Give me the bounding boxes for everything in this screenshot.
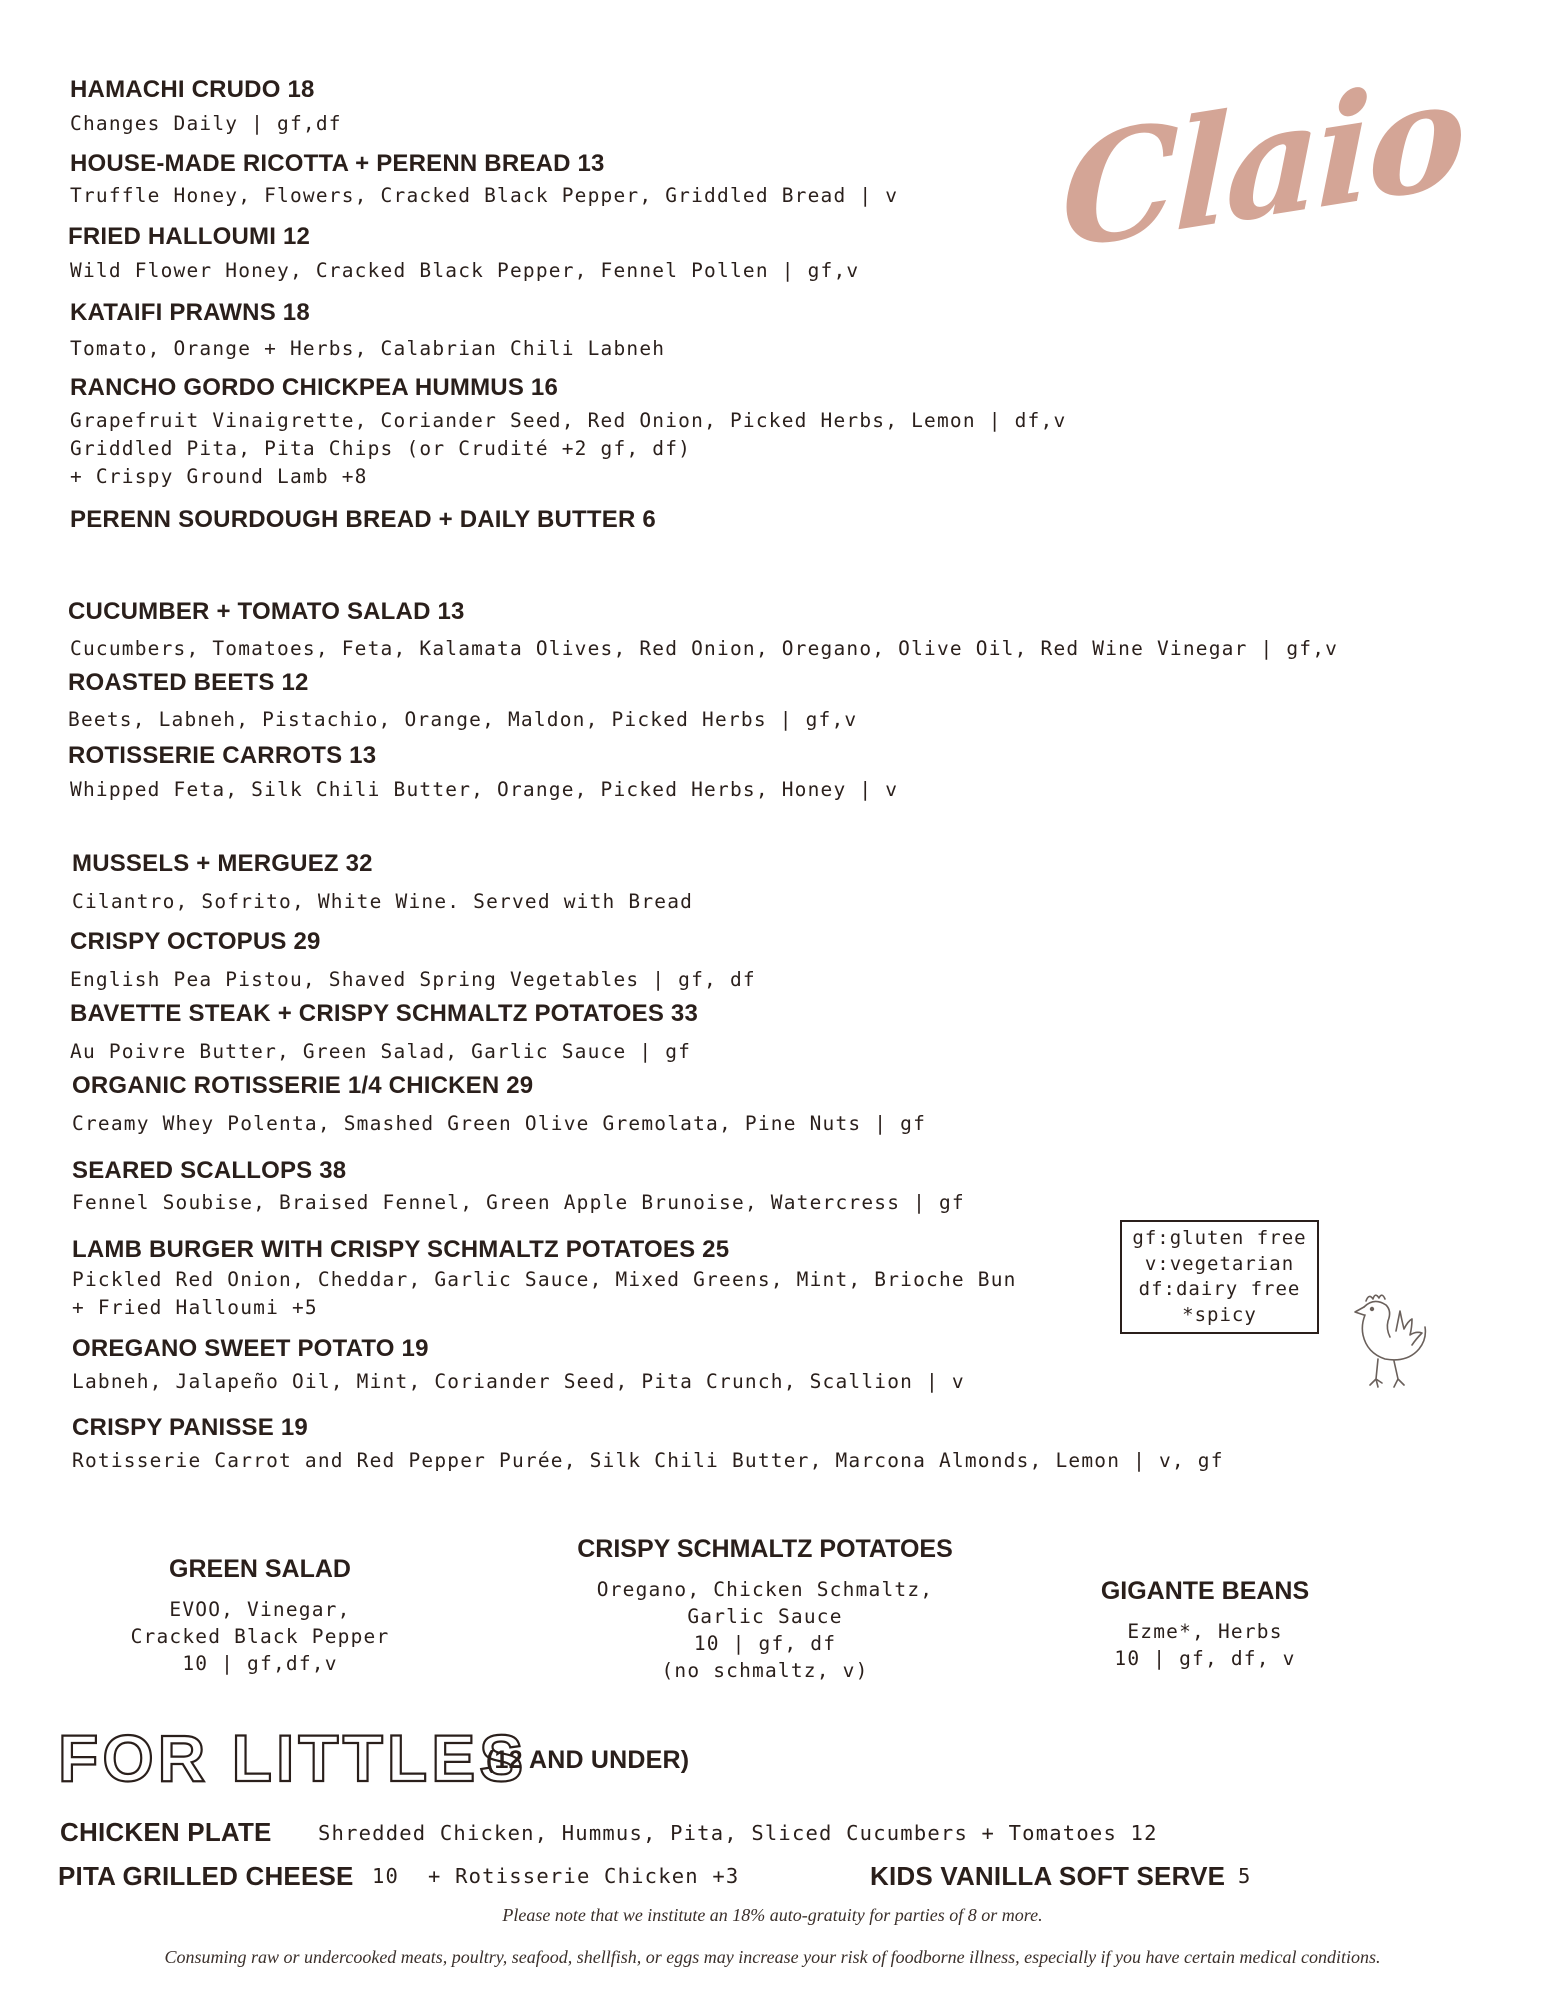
item-desc: Changes Daily | gf,df — [70, 112, 342, 135]
item-title: FRIED HALLOUMI 12 — [68, 223, 311, 250]
kids-item-title: PITA GRILLED CHEESE — [58, 1861, 354, 1891]
side-desc: Garlic Sauce — [687, 1605, 843, 1628]
side-title: GREEN SALAD — [169, 1555, 351, 1583]
item-title: ORGANIC ROTISSERIE 1/4 CHICKEN 29 — [72, 1072, 534, 1099]
side-title: CRISPY SCHMALTZ POTATOES — [577, 1535, 953, 1563]
gratuity-note: Please note that we institute an 18% auto-gratuity for parties of 8 or more. — [502, 1905, 1043, 1925]
item-title: RANCHO GORDO CHICKPEA HUMMUS 16 — [70, 374, 559, 401]
legend-entry: gf:gluten free — [1132, 1227, 1307, 1249]
side-desc: 10 | gf,df,v — [182, 1652, 338, 1675]
side-schmaltz-potatoes — [555, 1535, 975, 1684]
item-desc: + Fried Halloumi +5 — [72, 1296, 318, 1319]
side-desc: Cracked Black Pepper — [130, 1625, 390, 1648]
item-title: MUSSELS + MERGUEZ 32 — [72, 850, 373, 877]
side-desc: (no schmaltz, v) — [661, 1659, 869, 1682]
side-desc: 10 | gf, df, v — [1114, 1647, 1296, 1670]
item-desc: Truffle Honey, Flowers, Cracked Black Pepper, Griddled Bread | v — [70, 184, 899, 207]
legend-entry: df:dairy free — [1138, 1278, 1301, 1300]
restaurant-logo: Claio — [1060, 43, 1464, 284]
item-desc: Rotisserie Carrot and Red Pepper Purée, Silk Chili Butter, Marcona Almonds, Lemon | v, gf — [72, 1449, 1224, 1472]
item-title: CRISPY OCTOPUS 29 — [70, 928, 321, 955]
kids-item-title: CHICKEN PLATE — [60, 1817, 272, 1847]
item-desc: Whipped Feta, Silk Chili Butter, Orange, Picked Herbs, Honey | v — [70, 778, 899, 801]
item-desc: Beets, Labneh, Pistachio, Orange, Maldon, Picked Herbs | gf,v — [68, 708, 858, 731]
item-title: PERENN SOURDOUGH BREAD + DAILY BUTTER 6 — [70, 506, 656, 533]
item-desc: Grapefruit Vinaigrette, Coriander Seed, Red Onion, Picked Herbs, Lemon | df,v — [70, 409, 1067, 432]
kids-item-title: KIDS VANILLA SOFT SERVE — [870, 1861, 1226, 1891]
item-desc: Creamy Whey Polenta, Smashed Green Olive Gremolata, Pine Nuts | gf — [72, 1112, 927, 1135]
item-desc: Pickled Red Onion, Cheddar, Garlic Sauce, Mixed Greens, Mint, Brioche Bun — [72, 1268, 1017, 1291]
item-desc: Tomato, Orange + Herbs, Calabrian Chili Labneh — [70, 337, 666, 360]
kids-item-addon: + Rotisserie Chicken +3 — [428, 1864, 740, 1888]
kids-item-price: 10 — [372, 1864, 400, 1888]
item-desc: Au Poivre Butter, Green Salad, Garlic Sauce | gf — [70, 1040, 692, 1063]
item-title: HAMACHI CRUDO 18 — [70, 76, 315, 103]
littles-subheading: (12 AND UNDER) — [486, 1746, 690, 1774]
side-desc: 10 | gf, df — [693, 1632, 837, 1655]
item-desc: Fennel Soubise, Braised Fennel, Green Apple Brunoise, Watercress | gf — [72, 1191, 965, 1214]
foodborne-warning: Consuming raw or undercooked meats, poultry, seafood, shellfish, or eggs may increase your risk of foodborne illness, especially if you have certain medical conditions. — [164, 1947, 1381, 1967]
item-desc: Wild Flower Honey, Cracked Black Pepper, Fennel Pollen | gf,v — [70, 259, 860, 282]
item-title: CUCUMBER + TOMATO SALAD 13 — [68, 598, 465, 625]
item-desc: Labneh, Jalapeño Oil, Mint, Coriander Seed, Pita Crunch, Scallion | v — [72, 1370, 965, 1393]
side-desc: EVOO, Vinegar, — [169, 1598, 351, 1621]
item-desc: Cilantro, Sofrito, White Wine. Served with Bread — [72, 890, 694, 913]
item-title: SEARED SCALLOPS 38 — [72, 1157, 347, 1184]
item-title: ROTISSERIE CARROTS 13 — [68, 742, 377, 769]
item-title: KATAIFI PRAWNS 18 — [70, 299, 310, 326]
item-title: HOUSE-MADE RICOTTA + PERENN BREAD 13 — [70, 150, 605, 177]
item-title: ROASTED BEETS 12 — [68, 669, 309, 696]
dietary-legend — [1120, 1220, 1319, 1334]
side-desc: Oregano, Chicken Schmaltz, — [596, 1578, 934, 1601]
kids-item-desc: Shredded Chicken, Hummus, Pita, Sliced Cucumbers + Tomatoes 12 — [318, 1821, 1158, 1845]
legend-entry: *spicy — [1182, 1303, 1257, 1326]
item-desc: Cucumbers, Tomatoes, Feta, Kalamata Olives, Red Onion, Oregano, Olive Oil, Red Wine Vinegar | gf,v — [70, 637, 1339, 660]
side-title: GIGANTE BEANS — [1100, 1577, 1310, 1605]
side-gigante-beans — [1055, 1577, 1355, 1672]
item-title: BAVETTE STEAK + CRISPY SCHMALTZ POTATOES 33 — [70, 1000, 699, 1027]
item-desc: + Crispy Ground Lamb +8 — [70, 465, 368, 488]
item-title: CRISPY PANISSE 19 — [72, 1414, 308, 1441]
side-desc: Ezme*, Herbs — [1127, 1620, 1283, 1643]
legend-entry: v:vegetarian — [1144, 1252, 1295, 1275]
item-title: LAMB BURGER WITH CRISPY SCHMALTZ POTATOES 25 — [72, 1236, 730, 1263]
item-title: OREGANO SWEET POTATO 19 — [72, 1335, 429, 1362]
item-desc: English Pea Pistou, Shaved Spring Vegetables | gf, df — [70, 968, 756, 991]
kids-item-price: 5 — [1238, 1864, 1252, 1888]
chicken-illustration-icon — [1338, 1285, 1438, 1403]
item-desc: Griddled Pita, Pita Chips (or Crudité +2 gf, df) — [70, 437, 692, 460]
littles-heading: FOR LITTLES — [58, 1721, 528, 1795]
side-green-salad — [105, 1555, 415, 1677]
